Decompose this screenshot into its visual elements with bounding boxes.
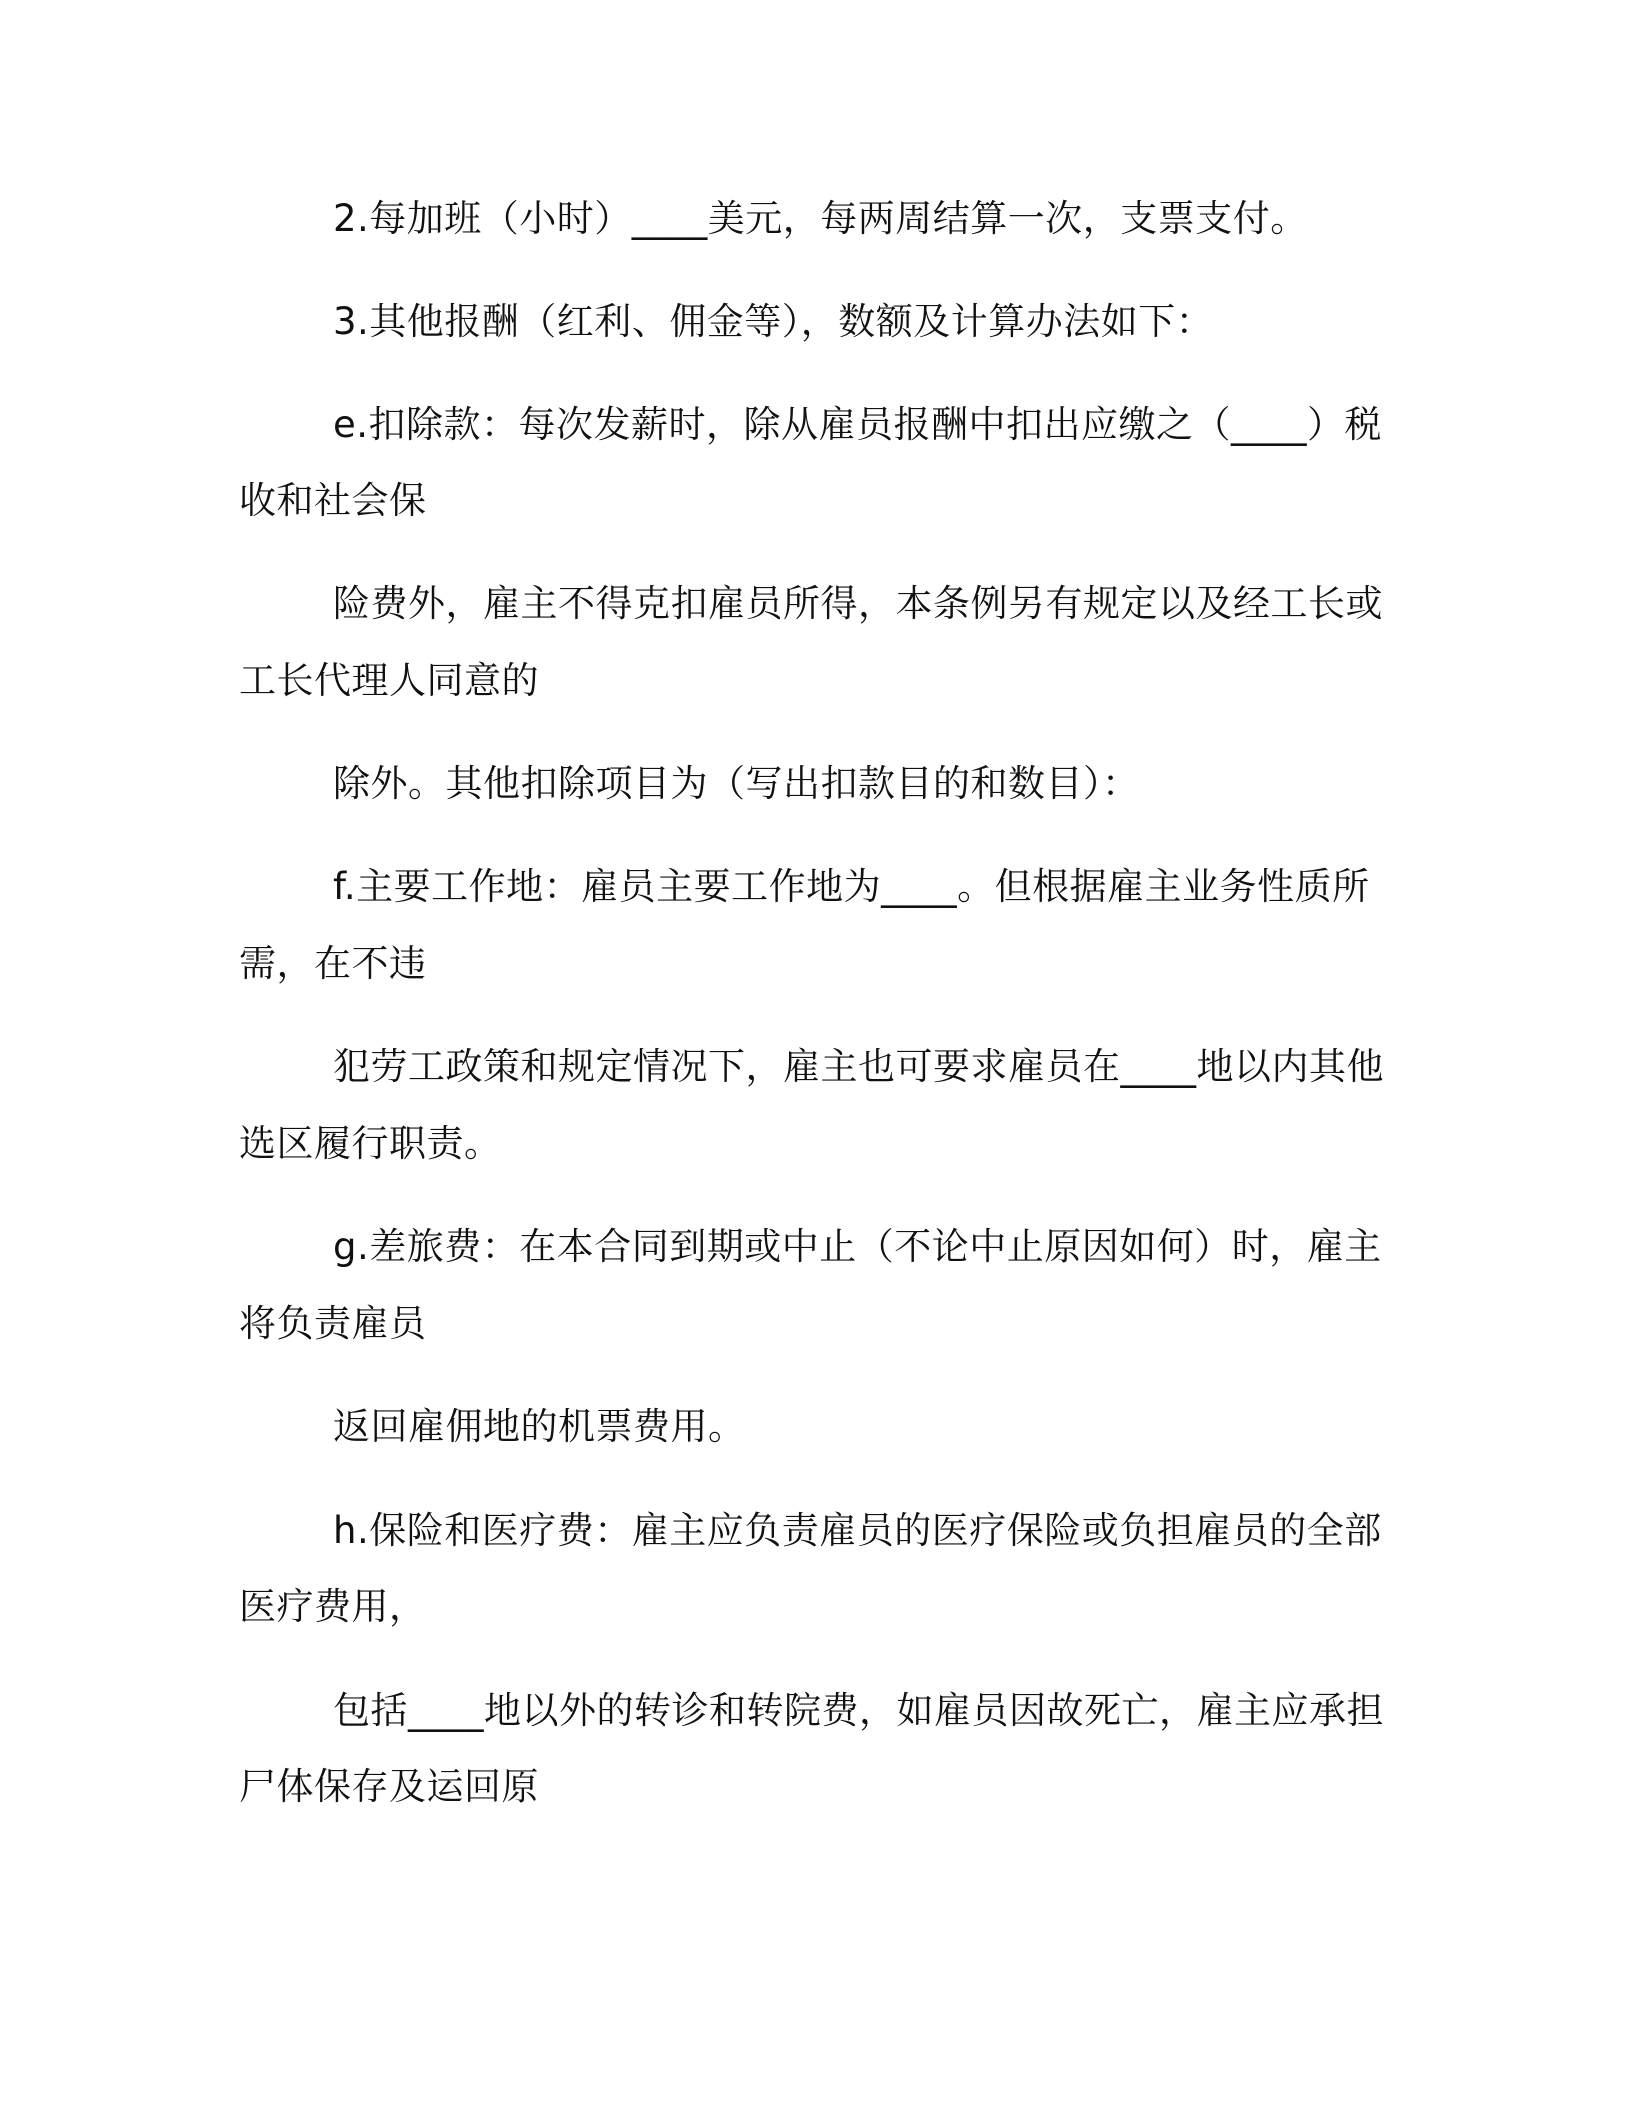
- text-line: 需，在不违: [239, 942, 427, 985]
- text-line: 选区履行职责。: [239, 1122, 502, 1165]
- text-line: 医疗费用，: [239, 1585, 427, 1628]
- text-line: e.扣除款：每次发薪时，除从雇员报酬中扣出应缴之（____）税: [333, 403, 1383, 446]
- text-line: 包括____地以外的转诊和转院费，如雇员因故死亡，雇主应承担: [333, 1689, 1384, 1732]
- text-line: 险费外，雇主不得克扣雇员所得，本条例另有规定以及经工长或: [333, 582, 1383, 625]
- text-line: 返回雇佣地的机票费用。: [333, 1405, 746, 1448]
- text-line: f.主要工作地：雇员主要工作地为____。但根据雇主业务性质所: [333, 865, 1370, 908]
- text-line: g.差旅费：在本合同到期或中止（不论中止原因如何）时，雇主: [333, 1225, 1382, 1268]
- text-line: 收和社会保: [239, 479, 427, 522]
- text-line: 3.其他报酬（红利、佣金等），数额及计算办法如下：: [333, 300, 1214, 343]
- text-line: 工长代理人同意的: [239, 659, 539, 702]
- text-line: 除外。其他扣除项目为（写出扣款目的和数目）：: [333, 762, 1140, 805]
- text-line: 犯劳工政策和规定情况下，雇主也可要求雇员在____地以内其他: [333, 1045, 1384, 1088]
- text-line: 尸体保存及运回原: [239, 1765, 539, 1808]
- text-line: 将负责雇员: [239, 1302, 427, 1345]
- text-line: 2.每加班（小时）____美元，每两周结算一次，支票支付。: [333, 197, 1308, 240]
- text-line: h.保险和医疗费：雇主应负责雇员的医疗保险或负担雇员的全部: [333, 1509, 1382, 1552]
